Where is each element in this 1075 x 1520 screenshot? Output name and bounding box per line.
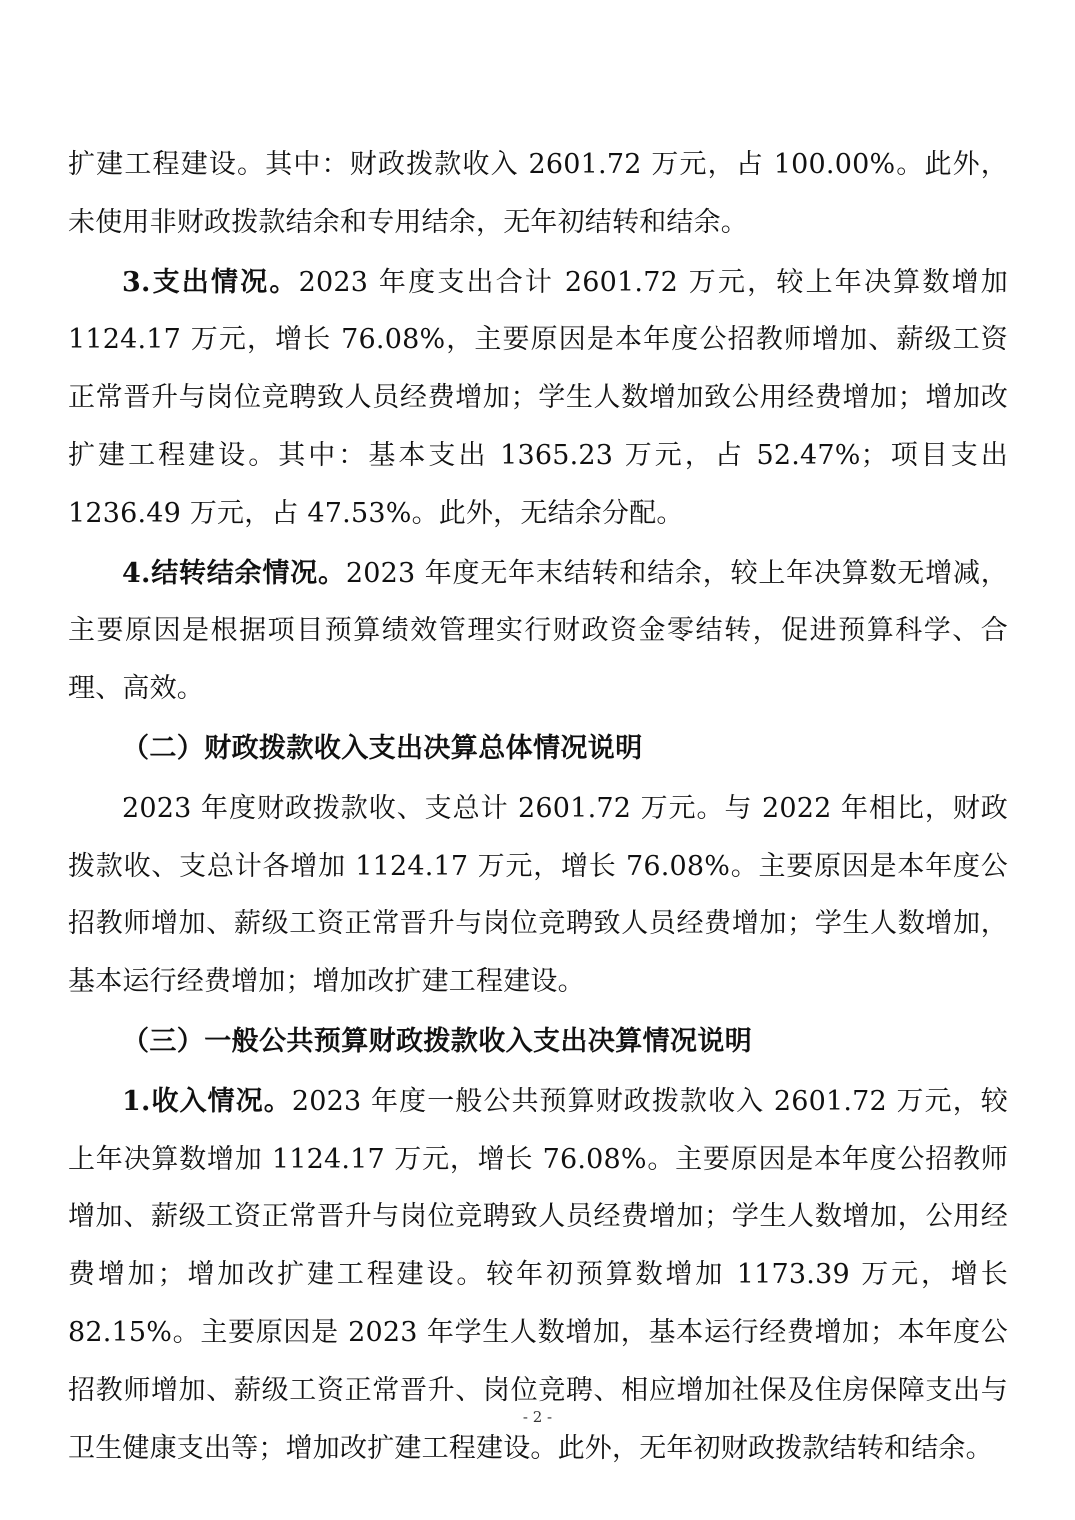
paragraph-carryover	[68, 545, 1008, 718]
paragraph-text: 扩建工程建设。其中：财政拨款收入 2601.72 万元，占 100.00%。此外，未使用非财政拨款结余和专用结余，无年初结转和结余。	[68, 149, 1008, 238]
paragraph-lead: 4.结转结余情况。	[122, 557, 346, 589]
section-heading-2: （二）财政拨款收入支出决算总体情况说明	[122, 732, 643, 764]
section-heading-3: （三）一般公共预算财政拨款收入支出决算情况说明	[122, 1025, 753, 1057]
paragraph-text: 2023 年度一般公共预算财政拨款收入 2601.72 万元，较上年决算数增加 1124.17 万元，增长 76.08%。主要原因是本年度公招教师增加、薪级工资正常晋升与岗位竞聘致人员经费增加；学生人数增加，公用经费增加；增加改扩建工程建设。较年初预算数增加 1173.39 万元，增长 82.15%。主要原因是 2023 年学生人数增加，基本运行经费增加；本年度公招教师增加、薪级工资正常晋升、岗位竞聘、相应增加社保及住房保障支出与卫生健康支出等；增加改扩建工程建设。此外，无年初财政拨款结转和结余。	[68, 1085, 1008, 1464]
paragraph-fiscal-overview	[68, 780, 1008, 1011]
paragraph-lead: 3.支出情况。	[122, 266, 299, 298]
paragraph-text: 2023 年度无年末结转和结余，较上年决算数无增减，主要原因是根据项目预算绩效管理实行财政资金零结转，促进预算科学、合理、高效。	[68, 557, 1008, 705]
paragraph-text: 2023 年度财政拨款收、支总计 2601.72 万元。与 2022 年相比，财政拨款收、支总计各增加 1124.17 万元，增长 76.08%。主要原因是本年度公招教师增加、薪级工资正常晋升与岗位竞聘致人员经费增加；学生人数增加，基本运行经费增加；增加改扩建工程建设。	[68, 792, 1008, 998]
paragraph-expenditure	[68, 254, 1008, 543]
document-body	[68, 136, 1008, 1479]
paragraph-lead: 1.收入情况。	[122, 1085, 292, 1117]
paragraph-text: 2023 年度支出合计 2601.72 万元，较上年决算数增加 1124.17 万元，增长 76.08%，主要原因是本年度公招教师增加、薪级工资正常晋升与岗位竞聘致人员经费增加；学生人数增加致公用经费增加；增加改扩建工程建设。其中：基本支出 1365.23 万元，占 52.47%；项目支出 1236.49 万元，占 47.53%。此外，无结余分配。	[68, 266, 1008, 529]
page-number: - 2 -	[522, 1408, 553, 1426]
paragraph-continuation	[68, 136, 1008, 252]
